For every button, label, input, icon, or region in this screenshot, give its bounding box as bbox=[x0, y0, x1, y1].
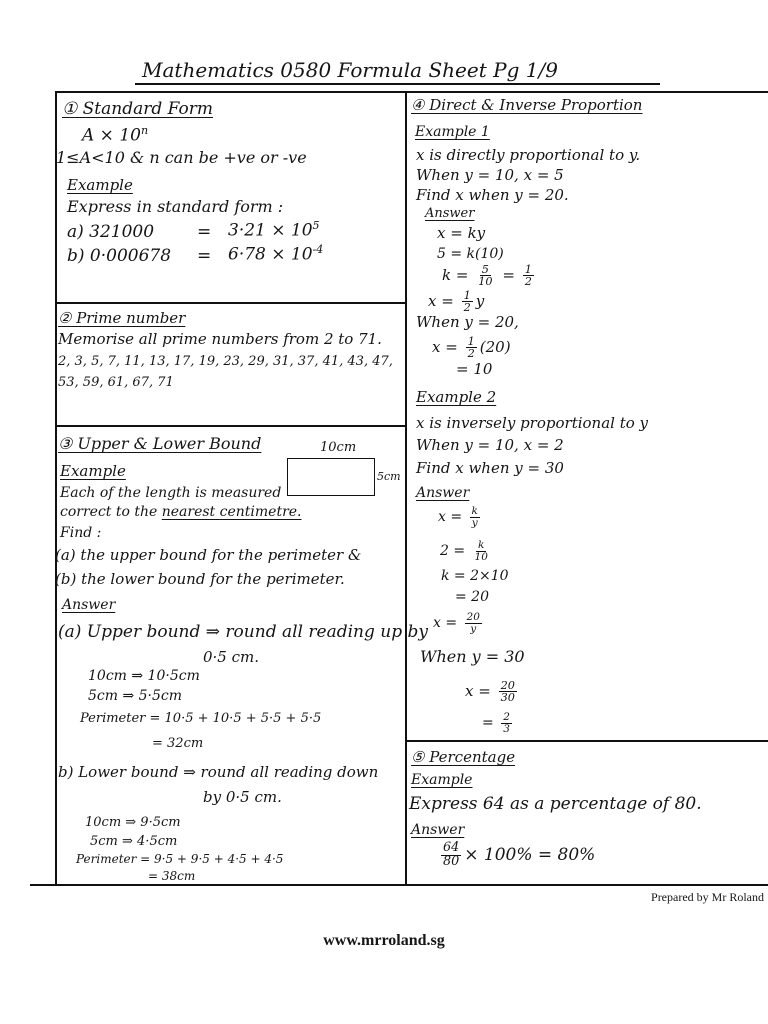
title-rule bbox=[135, 83, 660, 85]
example-b-equals: = bbox=[197, 246, 212, 266]
section-heading: ⑤ Percentage bbox=[411, 748, 516, 766]
example-a-exponent: 5 bbox=[312, 219, 320, 232]
answer-b-line2: by 0·5 cm. bbox=[203, 788, 282, 806]
fraction bbox=[501, 712, 512, 734]
fraction-denominator: 2 bbox=[467, 347, 475, 361]
ex2-x-label: x = bbox=[438, 509, 463, 525]
ex1-x-label: x = bbox=[428, 291, 454, 310]
fraction bbox=[465, 612, 482, 634]
answer-b-line1: b) Lower bound ⇒ round all reading down bbox=[58, 763, 379, 781]
question-line2-text: correct to the bbox=[60, 504, 158, 520]
table-center-divider bbox=[405, 91, 407, 885]
question-line2-underlined: nearest centimetre. bbox=[161, 504, 302, 520]
fraction-numerator: k bbox=[471, 505, 478, 517]
ex1-answer-line5: When y = 20, bbox=[416, 313, 519, 331]
answer-b-line3: 10cm ⇒ 9·5cm bbox=[85, 815, 181, 830]
instruction-text: Express in standard form : bbox=[67, 197, 284, 216]
section-heading: ② Prime number bbox=[58, 309, 186, 327]
ex1-answer-line1: x = ky bbox=[437, 224, 486, 242]
fraction-numerator: 20 bbox=[500, 679, 515, 692]
page-title: Mathematics 0580 Formula Sheet Pg 1/9 bbox=[142, 58, 558, 82]
example-b-right bbox=[228, 243, 323, 265]
ex2-answer-line8 bbox=[482, 712, 515, 734]
ex2-answer-line4: = 20 bbox=[455, 589, 489, 605]
parenthesised-value: (20) bbox=[479, 337, 511, 356]
divider-s4-s5 bbox=[405, 740, 768, 742]
ex1-answer-line2: 5 = k(10) bbox=[437, 246, 504, 262]
rect-height-label: 5cm bbox=[377, 470, 401, 483]
prepared-by: Prepared by Mr Roland bbox=[651, 890, 764, 904]
fraction-denominator: 2 bbox=[463, 301, 471, 315]
example-a-equals: = bbox=[197, 222, 212, 242]
example2-line3: Find x when y = 30 bbox=[416, 459, 564, 477]
divider-s2-s3 bbox=[55, 425, 405, 427]
fraction-numerator: 64 bbox=[443, 840, 460, 855]
ex2-x-label: x = bbox=[433, 615, 458, 631]
fraction-numerator: 5 bbox=[481, 263, 489, 276]
fraction bbox=[523, 264, 534, 288]
example-a-left: a) 321000 bbox=[67, 222, 155, 242]
prime-list-line2: 53, 59, 61, 67, 71 bbox=[58, 375, 174, 390]
example-a-right bbox=[228, 219, 320, 241]
fraction bbox=[441, 842, 461, 869]
fraction-denominator: 80 bbox=[443, 853, 460, 869]
question-part-a: (a) the upper bound for the perimeter & bbox=[55, 546, 362, 564]
ex1-k-label: k = bbox=[442, 265, 469, 284]
example2-line2: When y = 10, x = 2 bbox=[416, 436, 564, 454]
fraction-denominator: 2 bbox=[524, 275, 532, 289]
fraction-numerator: 20 bbox=[466, 611, 480, 623]
equals-sign: = bbox=[482, 715, 494, 731]
ex2-x-label: x = bbox=[465, 681, 491, 700]
formula-exponent: n bbox=[140, 124, 149, 137]
divider-s1-s2 bbox=[55, 302, 405, 304]
formula bbox=[82, 124, 148, 146]
example1-line3: Find x when y = 20. bbox=[416, 186, 569, 204]
question-line1: Each of the length is measured bbox=[60, 485, 282, 501]
fraction-numerator: 1 bbox=[524, 263, 532, 276]
table-left-border bbox=[55, 91, 57, 885]
fraction bbox=[499, 680, 517, 704]
section-heading: ④ Direct & Inverse Proportion bbox=[411, 96, 643, 114]
fraction-denominator: 30 bbox=[500, 691, 515, 705]
example1-line1: x is directly proportional to y. bbox=[416, 146, 641, 164]
fraction bbox=[462, 290, 473, 314]
ex2-answer-line1 bbox=[438, 506, 483, 528]
answer-result: × 100% = 80% bbox=[464, 844, 596, 865]
example-label: Example bbox=[67, 176, 133, 194]
example1-line2: When y = 10, x = 5 bbox=[416, 166, 564, 184]
example-a-value: 3·21 × 10 bbox=[228, 220, 313, 241]
ex1-answer-line3 bbox=[442, 264, 537, 288]
answer-b-result: = 38cm bbox=[148, 869, 196, 883]
answer-label: Answer bbox=[411, 822, 465, 838]
section-heading: ③ Upper & Lower Bound bbox=[58, 434, 262, 453]
fraction bbox=[476, 264, 494, 288]
answer-b-perimeter: Perimeter = 9·5 + 9·5 + 4·5 + 4·5 bbox=[76, 852, 284, 866]
ex1-answer-line4 bbox=[428, 290, 484, 314]
variable-y: y bbox=[475, 291, 485, 310]
fraction bbox=[470, 506, 480, 528]
question-find: Find : bbox=[60, 525, 102, 541]
rect-width-label: 10cm bbox=[320, 440, 357, 455]
example-b-exponent: -4 bbox=[312, 243, 324, 256]
table-bottom-border bbox=[30, 884, 768, 886]
example1-label: Example 1 bbox=[415, 124, 490, 140]
example2-line1: x is inversely proportional to y bbox=[416, 414, 649, 432]
fraction-denominator: 3 bbox=[503, 722, 510, 735]
fraction-numerator: 1 bbox=[463, 289, 471, 302]
ex2-answer-line2 bbox=[440, 540, 493, 562]
question-line2 bbox=[60, 504, 302, 520]
ex2-two-label: 2 = bbox=[440, 543, 466, 559]
answer-label: Answer bbox=[62, 597, 116, 613]
answer-a-line4: 5cm ⇒ 5·5cm bbox=[88, 688, 183, 704]
example-label: Example bbox=[411, 772, 473, 788]
fraction-numerator: 1 bbox=[467, 335, 475, 348]
fraction-denominator: y bbox=[471, 516, 478, 529]
ex1-x-label: x = bbox=[432, 337, 458, 356]
condition-text: 1≤A<10 & n can be +ve or -ve bbox=[56, 148, 307, 167]
ex2-answer-line5 bbox=[433, 612, 485, 634]
rectangle-diagram bbox=[287, 458, 375, 496]
prime-instruction: Memorise all prime numbers from 2 to 71. bbox=[58, 330, 382, 348]
answer-a-line3: 10cm ⇒ 10·5cm bbox=[88, 668, 200, 684]
answer-line bbox=[438, 842, 595, 869]
fraction-denominator: y bbox=[470, 622, 477, 635]
answer-a-line1: (a) Upper bound ⇒ round all reading up by bbox=[58, 622, 428, 642]
prime-list-line1: 2, 3, 5, 7, 11, 13, 17, 19, 23, 29, 31, 37, 41, 43, 47, bbox=[58, 354, 393, 369]
fraction bbox=[473, 540, 490, 562]
equals-sign: = bbox=[502, 265, 515, 284]
answer-b-line4: 5cm ⇒ 4·5cm bbox=[90, 834, 178, 849]
section-heading: ① Standard Form bbox=[62, 99, 213, 119]
answer-label: Answer bbox=[425, 206, 475, 221]
answer-a-perimeter: Perimeter = 10·5 + 10·5 + 5·5 + 5·5 bbox=[80, 711, 322, 726]
question-part-b: (b) the lower bound for the perimeter. bbox=[55, 570, 345, 588]
ex2-answer-line7 bbox=[465, 680, 520, 704]
answer-a-result: = 32cm bbox=[152, 736, 204, 751]
ex2-answer-line3: k = 2×10 bbox=[441, 568, 509, 584]
answer-a-line2: 0·5 cm. bbox=[203, 648, 260, 666]
fraction bbox=[466, 336, 477, 360]
ex2-answer-line6: When y = 30 bbox=[420, 647, 525, 666]
formula-base: A × 10 bbox=[82, 125, 141, 146]
answer2-label: Answer bbox=[416, 485, 470, 501]
fraction-denominator: 10 bbox=[478, 275, 493, 289]
fraction-numerator: 2 bbox=[503, 711, 510, 723]
example-b-value: 6·78 × 10 bbox=[228, 244, 313, 265]
question-text: Express 64 as a percentage of 80. bbox=[409, 794, 702, 814]
example-label: Example bbox=[60, 462, 126, 480]
fraction-denominator: 10 bbox=[474, 550, 488, 563]
example-b-left: b) 0·000678 bbox=[67, 246, 172, 266]
website-link[interactable]: www.mrroland.sg bbox=[323, 932, 445, 949]
ex1-answer-line7: = 10 bbox=[456, 360, 493, 378]
fraction-numerator: k bbox=[478, 539, 485, 551]
example2-label: Example 2 bbox=[416, 388, 497, 406]
ex1-answer-line6 bbox=[432, 336, 511, 360]
table-top-border bbox=[55, 91, 768, 93]
